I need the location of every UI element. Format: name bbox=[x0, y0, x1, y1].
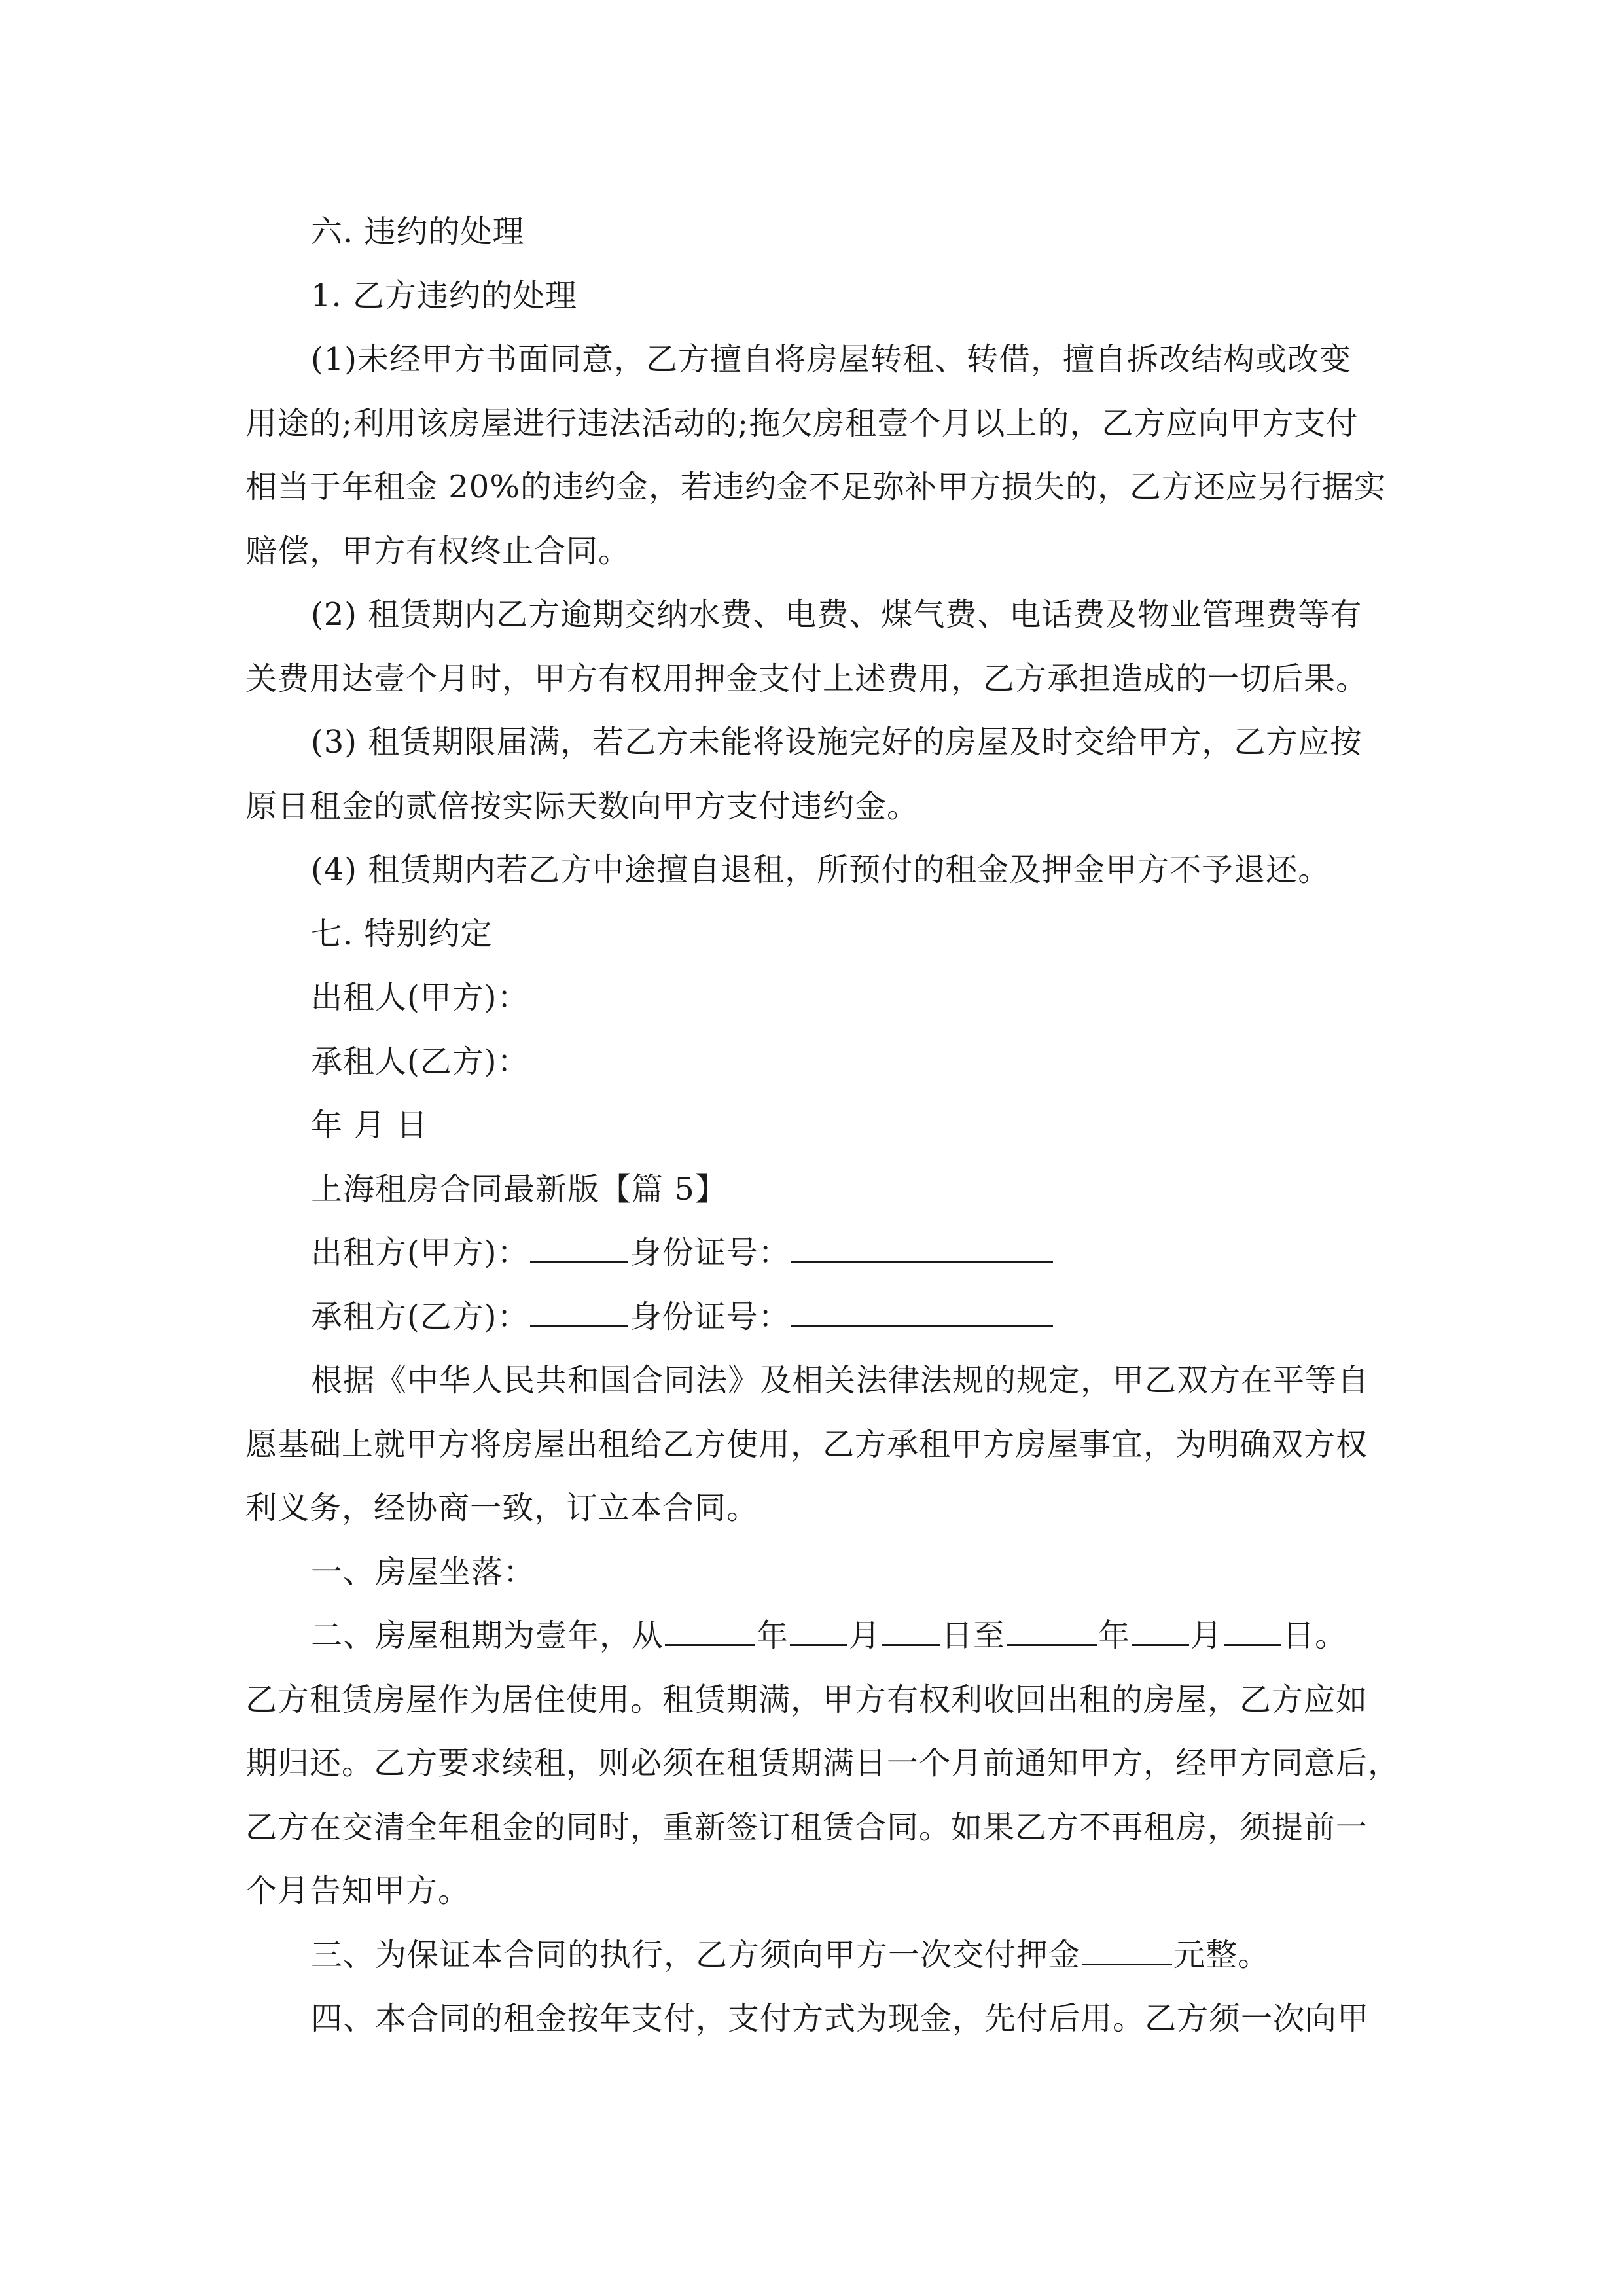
article-3-deposit bbox=[245, 1924, 1378, 1988]
lessee-id-blank[interactable] bbox=[791, 1299, 1053, 1327]
end-month-blank[interactable] bbox=[1132, 1618, 1189, 1646]
month-label: 月 bbox=[849, 1617, 882, 1654]
intro-line: 愿基础上就甲方将房屋出租给乙方使用，乙方承租甲方房屋事宜，为明确双方权 bbox=[245, 1426, 1368, 1463]
intro-line: 利义务，经协商一致，订立本合同。 bbox=[245, 1490, 759, 1526]
end-year-blank[interactable] bbox=[1007, 1618, 1097, 1646]
clause-3-line: (3) 租赁期限届满，若乙方未能将设施完好的房屋及时交给甲方，乙方应按 bbox=[311, 724, 1363, 761]
clause-2-line: (2) 租赁期内乙方逾期交纳水费、电费、煤气费、电话费及物业管理费等有 bbox=[311, 596, 1363, 633]
section-6-heading: 六. 违约的处理 bbox=[311, 213, 525, 250]
lessee-info-row bbox=[245, 1285, 1378, 1350]
deposit-amount-blank[interactable] bbox=[1082, 1937, 1172, 1965]
contract-5-title: 上海租房合同最新版【篇 5】 bbox=[311, 1170, 727, 1208]
article-2-line: 期归还。乙方要求续租，则必须在租赁期满日一个月前通知甲方，经甲方同意后， bbox=[245, 1745, 1400, 1782]
start-month-blank[interactable] bbox=[790, 1618, 847, 1646]
deposit-lead: 三、为保证本合同的执行，乙方须向甲方一次交付押金 bbox=[311, 1936, 1081, 1973]
article-2-line: 个月告知甲方。 bbox=[245, 1873, 471, 1909]
lessor-label: 出租方(甲方)： bbox=[311, 1234, 529, 1271]
clause-1-line: 相当于年租金 20%的违约金，若违约金不足弥补甲方损失的，乙方还应另行据实 bbox=[245, 469, 1386, 505]
lessor-info-row bbox=[245, 1221, 1378, 1285]
article-1-location: 一、房屋坐落： bbox=[311, 1553, 536, 1590]
lessor-name-blank[interactable] bbox=[530, 1235, 628, 1263]
article-2-term bbox=[245, 1604, 1378, 1668]
month-label: 月 bbox=[1190, 1617, 1223, 1654]
intro-line: 根据《中华人民共和国合同法》及相关法律法规的规定，甲乙双方在平等自 bbox=[311, 1362, 1370, 1399]
year-label: 年 bbox=[1098, 1617, 1131, 1654]
section-7-heading: 七. 特别约定 bbox=[311, 915, 493, 952]
day-to-label: 日至 bbox=[941, 1617, 1006, 1654]
article-4-payment: 四、本合同的租金按年支付，支付方式为现金，先付后用。乙方须一次向甲 bbox=[311, 2000, 1370, 2037]
year-label: 年 bbox=[757, 1617, 789, 1654]
contract-body bbox=[245, 200, 1400, 2051]
day-end-label: 日。 bbox=[1283, 1617, 1347, 1654]
article-2-line: 乙方在交清全年租金的同时，重新签订租赁合同。如果乙方不再租房，须提前一 bbox=[245, 1808, 1368, 1846]
article-2-line: 乙方租赁房屋作为居住使用。租赁期满，甲方有权利收回出租的房屋，乙方应如 bbox=[245, 1681, 1368, 1718]
lessor-signature-line: 出租人(甲方)： bbox=[311, 979, 529, 1016]
section-6-subheading: 1. 乙方违约的处理 bbox=[311, 277, 578, 314]
clause-1-line: 赔偿，甲方有权终止合同。 bbox=[245, 532, 631, 569]
term-lead: 二、房屋租期为壹年，从 bbox=[311, 1617, 664, 1654]
clause-1-line: 用途的;利用该房屋进行违法活动的;拖欠房租壹个月以上的，乙方应向甲方支付 bbox=[245, 404, 1359, 442]
signature-date: 年 月 日 bbox=[311, 1107, 429, 1143]
clause-2-line: 关费用达壹个月时，甲方有权用押金支付上述费用，乙方承担造成的一切后果。 bbox=[245, 660, 1368, 697]
deposit-tail: 元整。 bbox=[1173, 1936, 1270, 1973]
id-number-label: 身份证号： bbox=[630, 1234, 791, 1271]
clause-3-line: 原日租金的贰倍按实际天数向甲方支付违约金。 bbox=[245, 787, 919, 825]
lessee-label: 承租方(乙方)： bbox=[311, 1298, 529, 1335]
clause-4-line: (4) 租赁期内若乙方中途擅自退租，所预付的租金及押金甲方不予退还。 bbox=[311, 852, 1330, 888]
end-day-blank[interactable] bbox=[1224, 1618, 1281, 1646]
clause-1-line: (1)未经甲方书面同意，乙方擅自将房屋转租、转借，擅自拆改结构或改变 bbox=[311, 341, 1351, 378]
lessor-id-blank[interactable] bbox=[791, 1235, 1053, 1263]
lessee-name-blank[interactable] bbox=[530, 1299, 628, 1327]
id-number-label: 身份证号： bbox=[630, 1298, 791, 1335]
start-day-blank[interactable] bbox=[882, 1618, 940, 1646]
start-year-blank[interactable] bbox=[665, 1618, 755, 1646]
lessee-signature-line: 承租人(乙方)： bbox=[311, 1043, 529, 1080]
